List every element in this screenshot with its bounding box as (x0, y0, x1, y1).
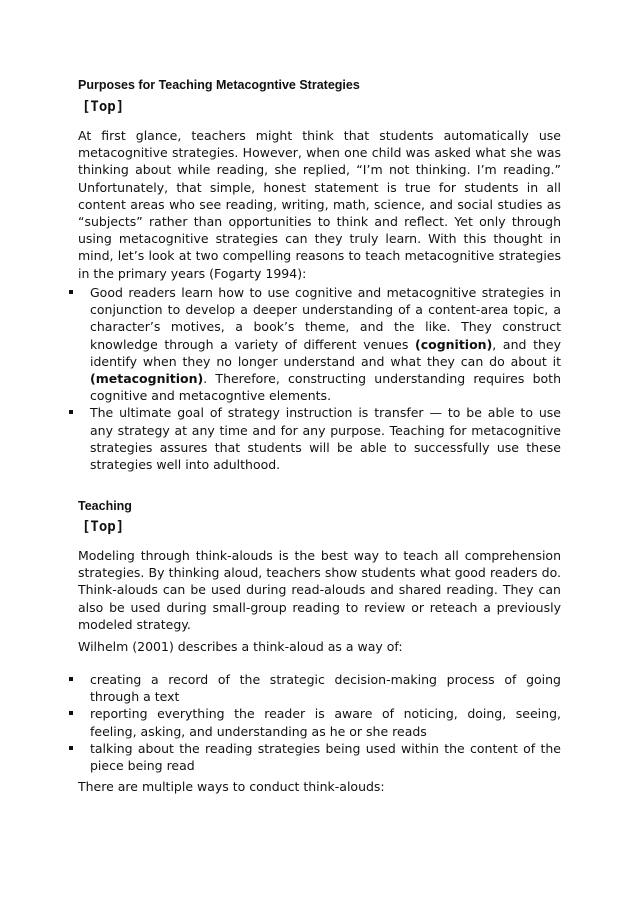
modeling-paragraph: Modeling through think-alouds is the best way to teach all comprehension strategies. By thinking aloud, teachers show students what good readers do. Think-alouds can be used during read-alouds and shared reading. They can also be used during small-group reading to review or reteach a previously modeled strategy. (78, 548, 561, 632)
section-heading-teaching: Teaching (78, 499, 132, 513)
list-item (68, 740, 561, 774)
top-link[interactable]: [Top] (82, 99, 125, 115)
bullet-icon (69, 746, 73, 750)
wilhelm-paragraph: Wilhelm (2001) describes a think-aloud as a way of: (78, 639, 403, 654)
intro-paragraph: At first glance, teachers might think that students automatically use metacognitive strategies. However, when one child was asked what she was thinking about while reading, she replied, “I’m not thinking. I’m reading.” Unfortunately, that simple, honest statement is true for students in all content areas who see reading, writing, math, science, and social studies as “subjects” rather than opportunities to think and reflect. Yet only through using metacognitive strategies can they truly learn. With this thought in mind, let’s look at two compelling reasons to teach metacognitive strategies in the primary years (Fogarty 1994): (78, 128, 561, 281)
bold-term-cognition: (cognition) (414, 336, 493, 352)
section-heading-purposes: Purposes for Teaching Metacogntive Strategies (78, 78, 360, 92)
bullet-text: Good readers learn how to use cognitive and metacognitive strategies in conjunction to develop a deeper understanding of a content-area topic, a character’s motives, a book’s theme, and the like. They construct knowledge through a variety of different venues (90, 285, 561, 352)
bullet-icon (69, 290, 73, 294)
reasons-list (68, 284, 561, 473)
bullet-text: creating a record of the strategic decision-making process of going through a text (90, 672, 561, 705)
bullet-text: , and they identify when they no longer understand and what they can do about it (90, 336, 561, 369)
think-aloud-list (68, 671, 561, 774)
bullet-text: talking about the reading strategies being used within the content of the piece being read (90, 740, 561, 774)
list-item (68, 284, 561, 404)
bullet-icon (69, 711, 73, 715)
multiple-ways-paragraph: There are multiple ways to conduct think-alouds: (78, 779, 385, 794)
list-item (68, 671, 561, 705)
bullet-icon (69, 677, 73, 681)
bullet-text: reporting everything the reader is aware of noticing, doing, seeing, feeling, asking, and understanding as he or she reads (90, 706, 561, 739)
top-link[interactable]: [Top] (82, 519, 125, 535)
bold-term-metacognition: (metacognition) (90, 371, 204, 387)
list-item (68, 705, 561, 739)
bullet-icon (69, 410, 73, 414)
bullet-text: The ultimate goal of strategy instruction is transfer — to be able to use any strategy at any time and for any purpose. Teaching for metacognitive strategies assures that students will be able to successfully use these strategies well into adulthood. (90, 405, 561, 473)
bullet-text: . Therefore, constructing understanding requires both cognitive and metacogntive elements. (90, 371, 561, 404)
list-item (68, 404, 561, 473)
